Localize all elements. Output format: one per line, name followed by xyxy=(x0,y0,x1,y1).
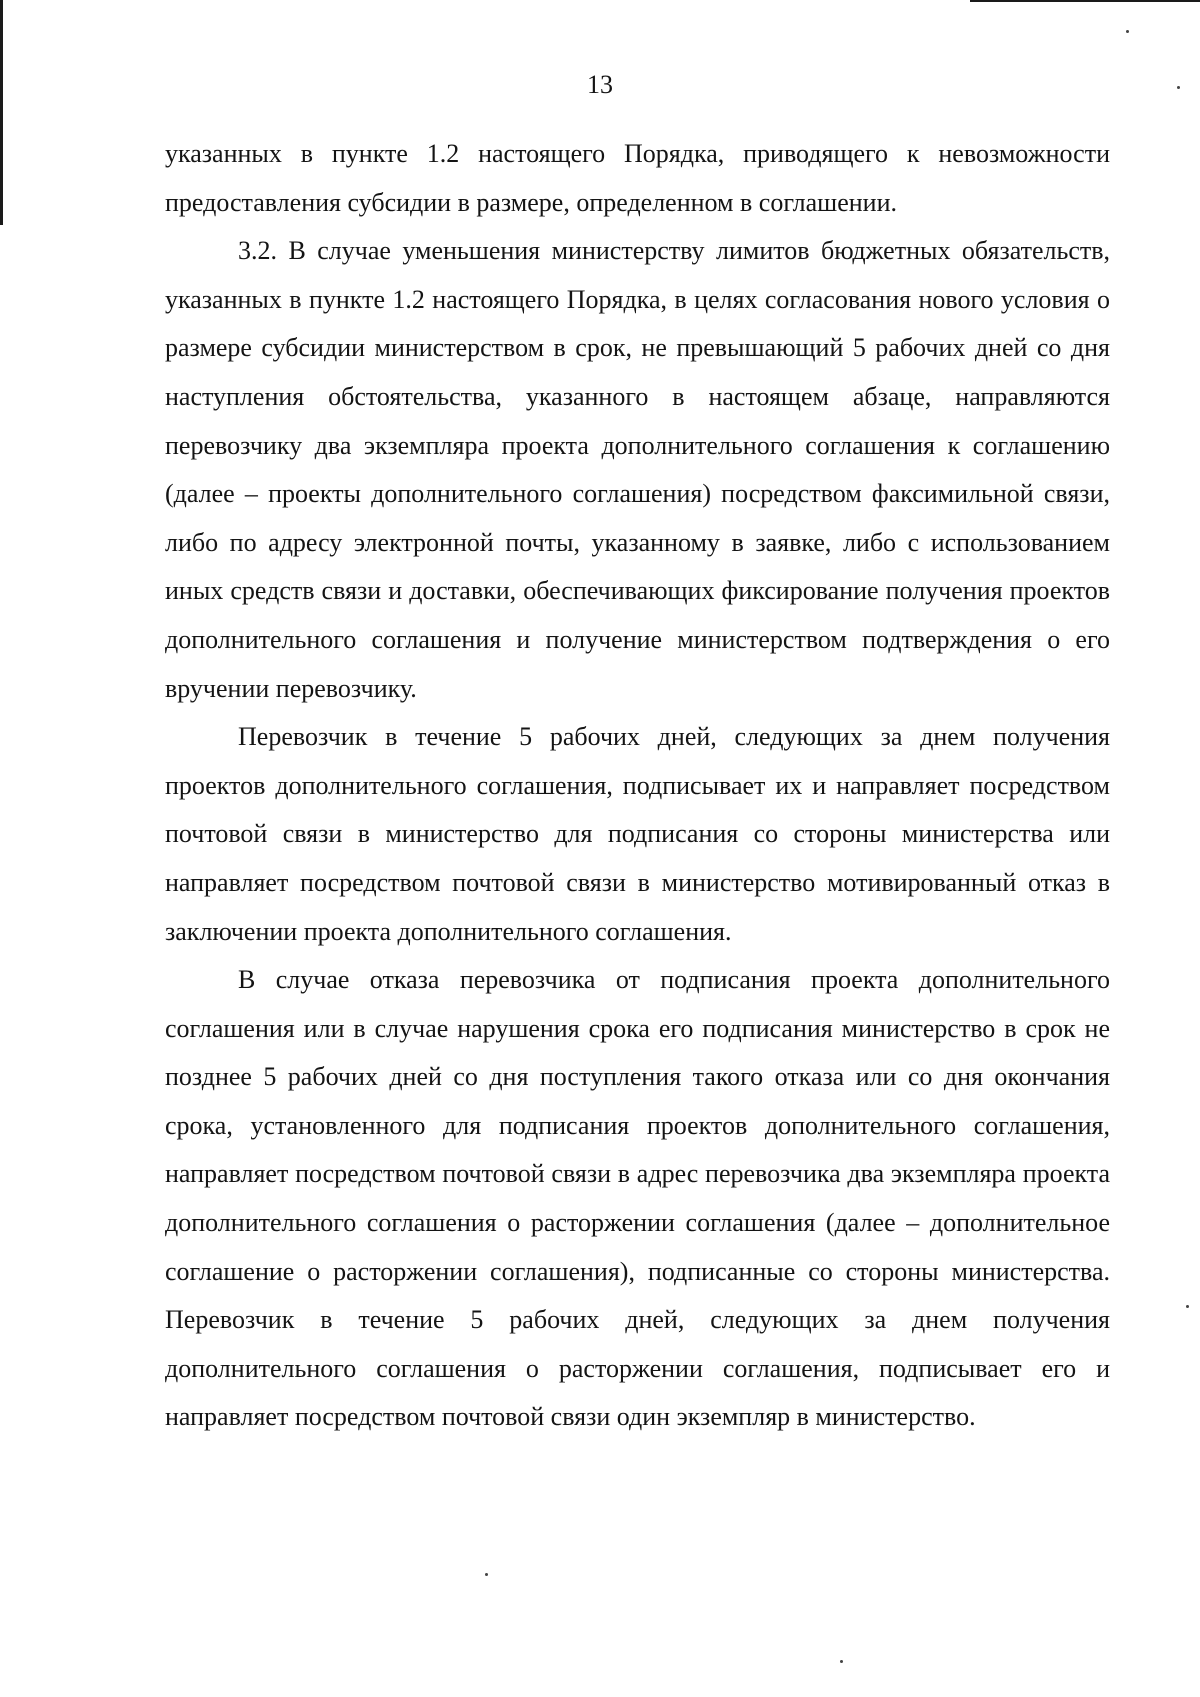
scan-dot xyxy=(840,1660,843,1663)
paragraph-3-2: 3.2. В случае уменьшения министерству лимитов бюджетных обязательств, указанных в пункте 1.2 настоящего Порядка, в целях согласования нового условия о размере субсидии министерством в срок, не превышающий 5 рабочих дней со дня наступления обстоятельства, указанного в настоящем абзаце, направляются перевозчику два экземпляра проекта дополнительного соглашения к соглашению (далее – проекты дополнительного соглашения) посредством факсимильной связи, либо по адресу электронной почты, указанному в заявке, либо с использованием иных средств связи и доставки, обеспечивающих фиксирование получения проектов дополнительного соглашения и получение министерством подтверждения о его вручении перевозчику. xyxy=(165,236,1110,703)
paragraph-continuation: указанных в пункте 1.2 настоящего Порядка, приводящего к невозможности предоставления субсидии в размере, определенном в соглашении. xyxy=(165,139,1110,217)
scan-edge-mark-top xyxy=(970,0,1200,2)
scan-dot xyxy=(1126,30,1129,33)
document-body xyxy=(165,130,1110,1442)
paragraph-carrier-signing: Перевозчик в течение 5 рабочих дней, следующих за днем получения проектов дополнительного соглашения, подписывает их и направляет посредством почтовой связи в министерство для подписания со стороны министерства или направляет посредством почтовой связи в министерство мотивированный отказ в заключении проекта дополнительного соглашения. xyxy=(165,722,1110,946)
scan-dot xyxy=(1186,1305,1189,1308)
paragraph-refusal: В случае отказа перевозчика от подписания проекта дополнительного соглашения или в случае нарушения срока его подписания министерство в срок не позднее 5 рабочих дней со дня поступления такого отказа или со дня окончания срока, установленного для подписания проектов дополнительного соглашения, направляет посредством почтовой связи в адрес перевозчика два экземпляра проекта дополнительного соглашения о расторжении соглашения (далее – дополнительное соглашение о расторжении соглашения), подписанные со стороны министерства. Перевозчик в течение 5 рабочих дней, следующих за днем получения дополнительного соглашения о расторжении соглашения, подписывает его и направляет посредством почтовой связи один экземпляр в министерство. xyxy=(165,965,1110,1432)
scan-edge-mark-left xyxy=(0,0,3,225)
page-number: 13 xyxy=(587,70,613,99)
scan-dot xyxy=(485,1573,488,1576)
